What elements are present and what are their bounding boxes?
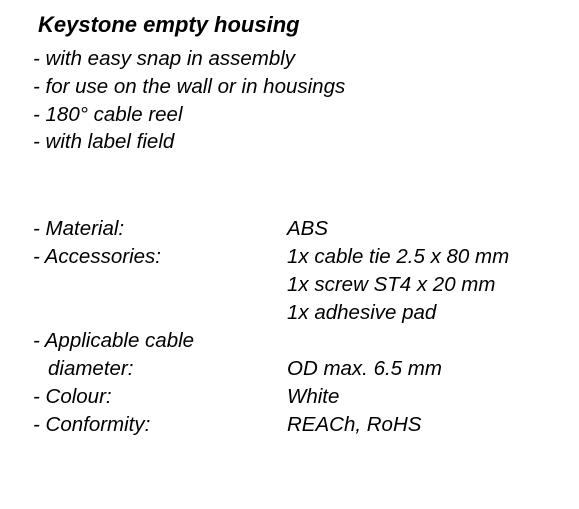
accessory-item: 1x adhesive pad [287,301,437,324]
cable-diameter-value: OD max. 6.5 mm [287,357,442,380]
feature-item: - with easy snap in assembly [33,47,296,70]
conformity-label: - Conformity: [33,413,151,436]
conformity-value: REACh, RoHS [287,413,422,436]
material-value: ABS [287,217,329,240]
product-title: Keystone empty housing [38,12,300,37]
cable-diameter-label-continued: diameter: [48,357,134,380]
feature-item: - for use on the wall or in housings [33,75,346,98]
accessory-item: 1x screw ST4 x 20 mm [287,273,496,296]
material-label: - Material: [33,217,125,240]
accessory-item: 1x cable tie 2.5 x 80 mm [287,245,510,268]
feature-item: - 180° cable reel [33,103,183,126]
colour-value: White [287,385,340,408]
feature-item: - with label field [33,130,175,153]
cable-diameter-label: - Applicable cable [33,329,195,352]
colour-label: - Colour: [33,385,112,408]
accessories-label: - Accessories: [33,245,161,268]
